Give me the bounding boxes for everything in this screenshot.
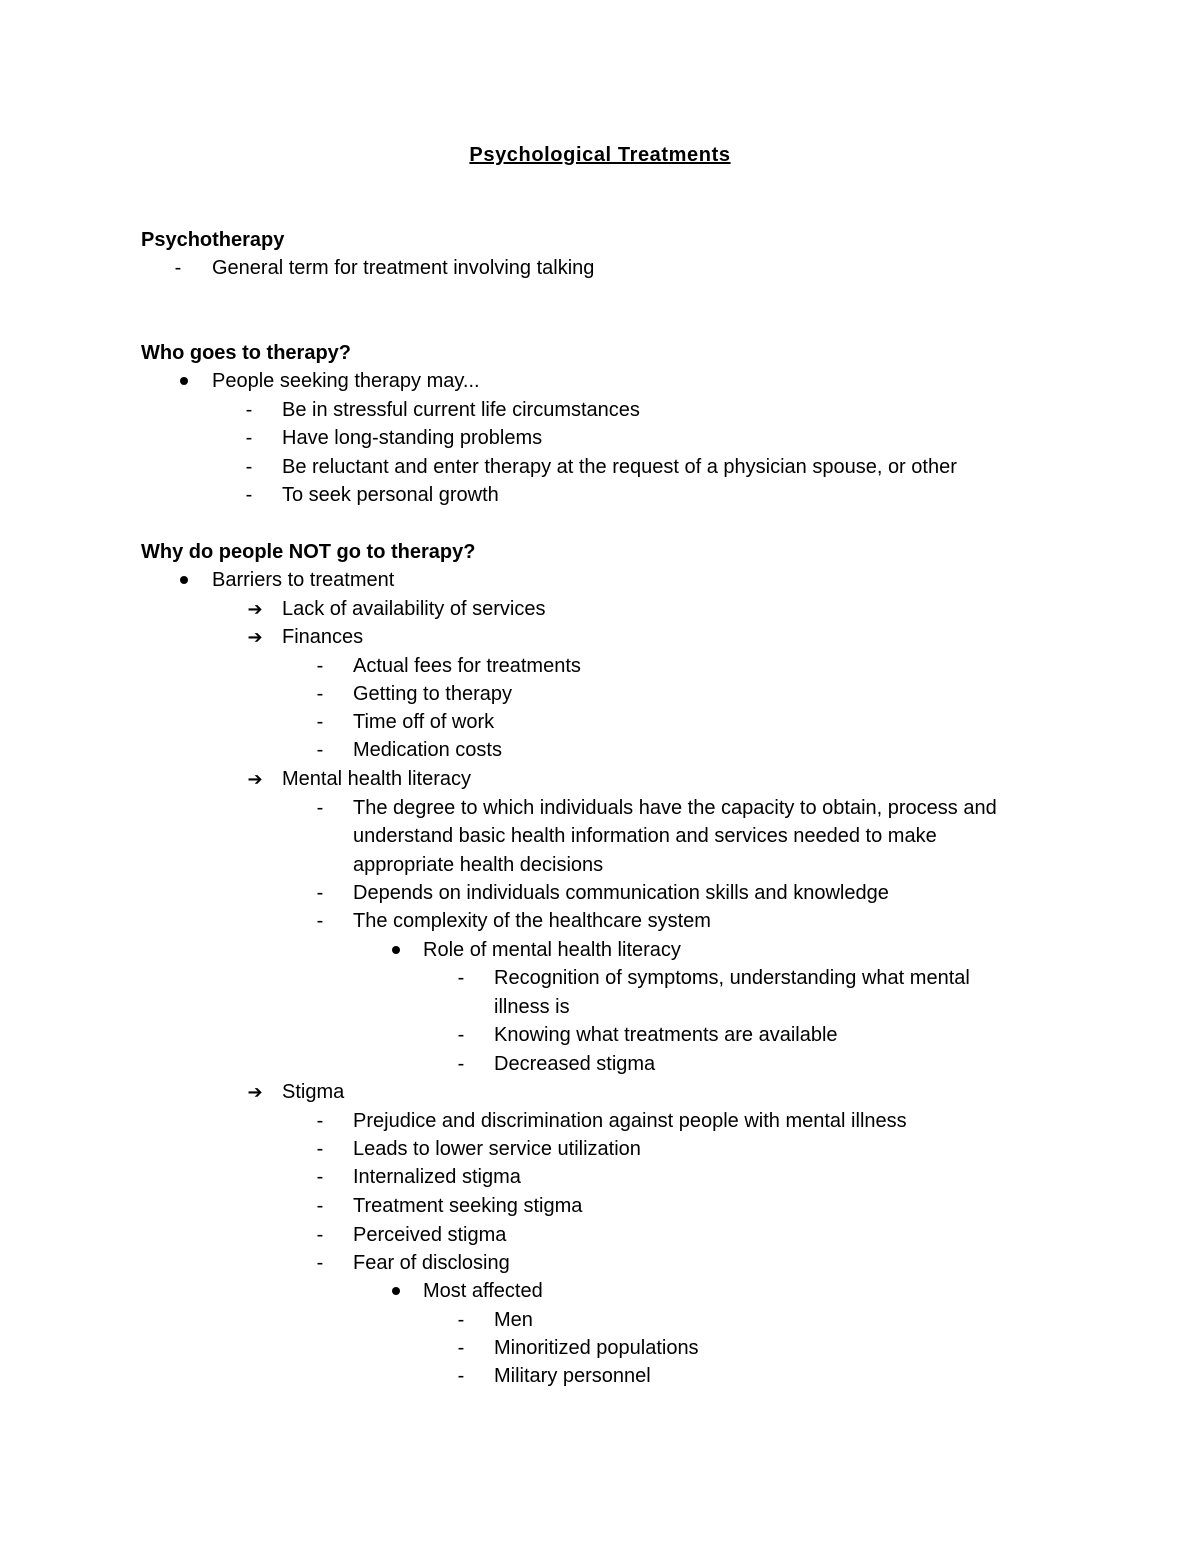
dash-marker: - bbox=[316, 1138, 324, 1160]
dash-marker: - bbox=[316, 797, 324, 819]
dash-marker: - bbox=[457, 967, 465, 989]
list-item-text: Decreased stigma bbox=[494, 1053, 656, 1075]
list-item-text: Recognition of symptoms, understanding what mental bbox=[494, 967, 970, 989]
list-item-text: Treatment seeking stigma bbox=[353, 1195, 583, 1217]
list-item-text: Medication costs bbox=[353, 739, 502, 761]
section-heading-who: Who goes to therapy? bbox=[141, 342, 351, 364]
list-item-text: Prejudice and discrimination against people with mental illness bbox=[353, 1110, 907, 1132]
list-item-text: Be reluctant and enter therapy at the request of a physician spouse, or other bbox=[282, 456, 957, 478]
dash-marker: - bbox=[245, 484, 253, 506]
dash-marker: - bbox=[316, 683, 324, 705]
bullet-icon bbox=[172, 367, 196, 395]
dash-marker: - bbox=[316, 882, 324, 904]
arrow-icon: ➔ bbox=[247, 769, 263, 789]
dash-marker: - bbox=[245, 456, 253, 478]
list-item-text: The complexity of the healthcare system bbox=[353, 910, 711, 932]
list-item-text: Depends on individuals communication skills and knowledge bbox=[353, 882, 889, 904]
list-item-text: Lack of availability of services bbox=[282, 598, 546, 620]
dash-marker: - bbox=[316, 655, 324, 677]
bullet-icon bbox=[172, 566, 196, 594]
list-item-text: Role of mental health literacy bbox=[423, 939, 681, 961]
list-item-text: Minoritized populations bbox=[494, 1337, 699, 1359]
list-item-text: To seek personal growth bbox=[282, 484, 499, 506]
dash-marker: - bbox=[245, 399, 253, 421]
arrow-icon: ➔ bbox=[247, 599, 263, 619]
bullet-icon bbox=[384, 1277, 408, 1305]
dash-marker: - bbox=[316, 910, 324, 932]
list-item-text: Most affected bbox=[423, 1280, 543, 1302]
list-item-text: Getting to therapy bbox=[353, 683, 512, 705]
dash-marker: - bbox=[316, 1166, 324, 1188]
dash-marker: - bbox=[457, 1053, 465, 1075]
dash-marker: - bbox=[174, 257, 182, 279]
list-item-text: General term for treatment involving talking bbox=[212, 257, 595, 279]
dash-marker: - bbox=[457, 1309, 465, 1331]
dash-marker: - bbox=[316, 1195, 324, 1217]
dash-marker: - bbox=[316, 739, 324, 761]
list-item-text: Men bbox=[494, 1309, 533, 1331]
list-item-text: Knowing what treatments are available bbox=[494, 1024, 838, 1046]
list-item-text: The degree to which individuals have the capacity to obtain, process and bbox=[353, 797, 997, 819]
arrow-icon: ➔ bbox=[247, 1082, 263, 1102]
section-heading-why: Why do people NOT go to therapy? bbox=[141, 541, 476, 563]
list-item-text: Barriers to treatment bbox=[212, 569, 395, 591]
dash-marker: - bbox=[457, 1024, 465, 1046]
list-item-text: People seeking therapy may... bbox=[212, 370, 480, 392]
list-item-text: Mental health literacy bbox=[282, 768, 471, 790]
list-item-text: Perceived stigma bbox=[353, 1224, 507, 1246]
list-item-text: Actual fees for treatments bbox=[353, 655, 581, 677]
dash-marker: - bbox=[457, 1337, 465, 1359]
list-item-text: Be in stressful current life circumstances bbox=[282, 399, 640, 421]
dash-marker: - bbox=[316, 1252, 324, 1274]
dash-marker: - bbox=[316, 711, 324, 733]
list-item-text: Fear of disclosing bbox=[353, 1252, 510, 1274]
list-item-text: Stigma bbox=[282, 1081, 345, 1103]
list-item-text: appropriate health decisions bbox=[353, 854, 604, 876]
bullet-icon bbox=[384, 936, 408, 964]
dash-marker: - bbox=[316, 1224, 324, 1246]
list-item-text: illness is bbox=[494, 996, 570, 1018]
section-heading-psychotherapy: Psychotherapy bbox=[141, 229, 285, 251]
list-item-text: Time off of work bbox=[353, 711, 495, 733]
list-item-text: Internalized stigma bbox=[353, 1166, 521, 1188]
list-item-text: Military personnel bbox=[494, 1365, 651, 1387]
dash-marker: - bbox=[316, 1110, 324, 1132]
dash-marker: - bbox=[457, 1365, 465, 1387]
list-item-text: Have long-standing problems bbox=[282, 427, 543, 449]
list-item-text: understand basic health information and services needed to make bbox=[353, 825, 937, 847]
arrow-icon: ➔ bbox=[247, 627, 263, 647]
dash-marker: - bbox=[245, 427, 253, 449]
list-item-text: Finances bbox=[282, 626, 364, 648]
document-title: Psychological Treatments bbox=[469, 144, 731, 166]
list-item-text: Leads to lower service utilization bbox=[353, 1138, 641, 1160]
